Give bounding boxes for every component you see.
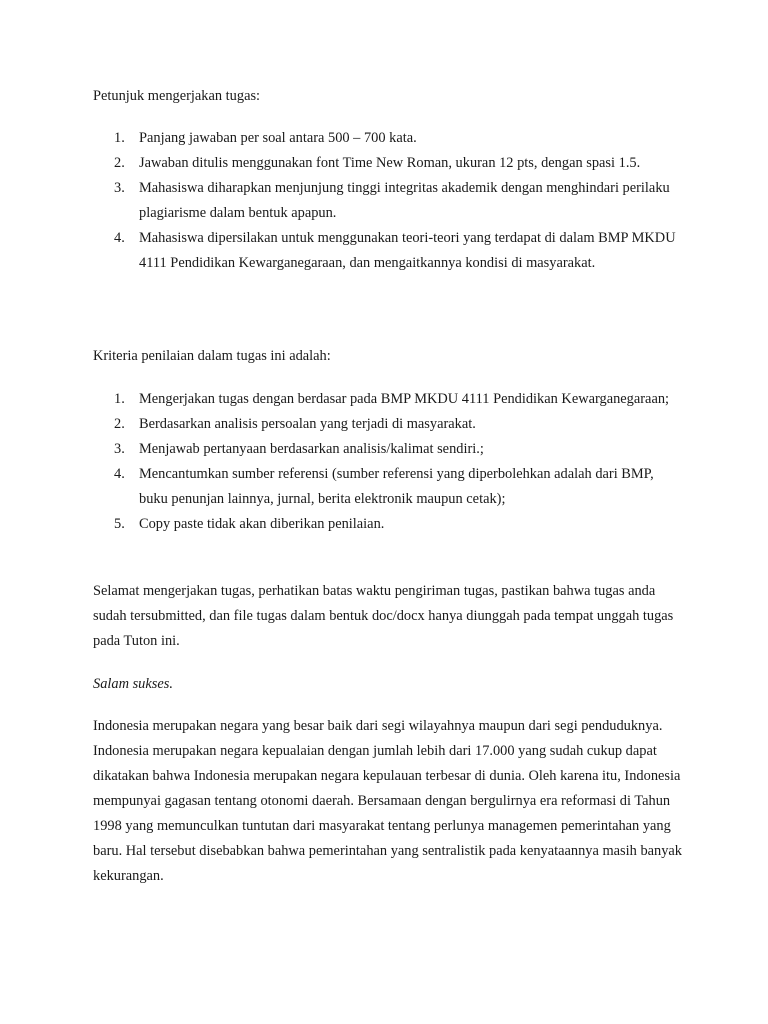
list-number: 3.: [114, 180, 125, 196]
list-number: 5.: [114, 516, 125, 532]
instructions-heading: Petunjuk mengerjakan tugas:: [93, 88, 261, 104]
list-item: [93, 151, 683, 176]
list-item: [93, 462, 683, 512]
list-item-text: Mahasiswa diharapkan menjunjung tinggi integritas akademik dengan menghindari perilaku plagiarisme dalam bentuk apapun.: [139, 180, 670, 221]
list-number: 1.: [114, 391, 125, 407]
criteria-list: [93, 387, 683, 537]
salutation: Salam sukses.: [93, 676, 173, 692]
list-item: [93, 176, 683, 226]
list-number: 3.: [114, 441, 125, 457]
list-number: 4.: [114, 230, 125, 246]
list-number: 4.: [114, 466, 125, 482]
list-item-text: Mencantumkan sumber referensi (sumber referensi yang diperbolehkan adalah dari BMP, buku penunjan lainnya, jurnal, berita elektronik maupun cetak);: [139, 466, 654, 507]
list-item: [93, 437, 683, 462]
list-number: 2.: [114, 416, 125, 432]
instructions-list: [93, 126, 683, 276]
closing-paragraph: Selamat mengerjakan tugas, perhatikan batas waktu pengiriman tugas, pastikan bahwa tugas anda sudah tersubmitted, dan file tugas dalam bentuk doc/docx hanya diunggah pada tempat unggah tugas pada Tuton ini.: [93, 583, 674, 649]
list-item-text: Copy paste tidak akan diberikan penilaian.: [139, 516, 385, 532]
list-item-text: Berdasarkan analisis persoalan yang terjadi di masyarakat.: [139, 416, 476, 432]
list-item-text: Jawaban ditulis menggunakan font Time New Roman, ukuran 12 pts, dengan spasi 1.5.: [139, 155, 641, 171]
list-item-text: Mengerjakan tugas dengan berdasar pada BMP MKDU 4111 Pendidikan Kewarganegaraan;: [139, 391, 670, 407]
list-item-text: Menjawab pertanyaan berdasarkan analisis/kalimat sendiri.;: [139, 441, 484, 457]
list-item: [93, 412, 683, 437]
list-number: 2.: [114, 155, 125, 171]
list-number: 1.: [114, 130, 125, 146]
list-item: [93, 226, 683, 276]
body-paragraph: Indonesia merupakan negara yang besar baik dari segi wilayahnya maupun dari segi penduduknya. Indonesia merupakan negara kepualaian dengan jumlah lebih dari 17.000 yang sudah cukup dapat dikatakan bahwa Indonesia merupakan negara kepulauan terbesar di dunia. Oleh karena itu, Indonesia mempunyai gagasan tentang otonomi daerah. Bersamaan dengan bergulirnya era reformasi di Tahun 1998 yang memunculkan tuntutan dari masyarakat tentang perlunya managemen pemerintahan yang baru. Hal tersebut disebabkan bahwa pemerintahan yang sentralistik pada kenyataannya masih banyak kekurangan.: [93, 718, 683, 884]
list-item-text: Panjang jawaban per soal antara 500 – 700 kata.: [139, 130, 417, 146]
list-item-text: Mahasiswa dipersilakan untuk menggunakan teori-teori yang terdapat di dalam BMP MKDU 4111 Pendidikan Kewarganegaraan, dan mengaitkannya kondisi di masyarakat.: [139, 230, 676, 271]
list-item: [93, 512, 683, 537]
list-item: [93, 387, 683, 412]
list-item: [93, 126, 683, 151]
criteria-heading: Kriteria penilaian dalam tugas ini adalah:: [93, 348, 331, 364]
